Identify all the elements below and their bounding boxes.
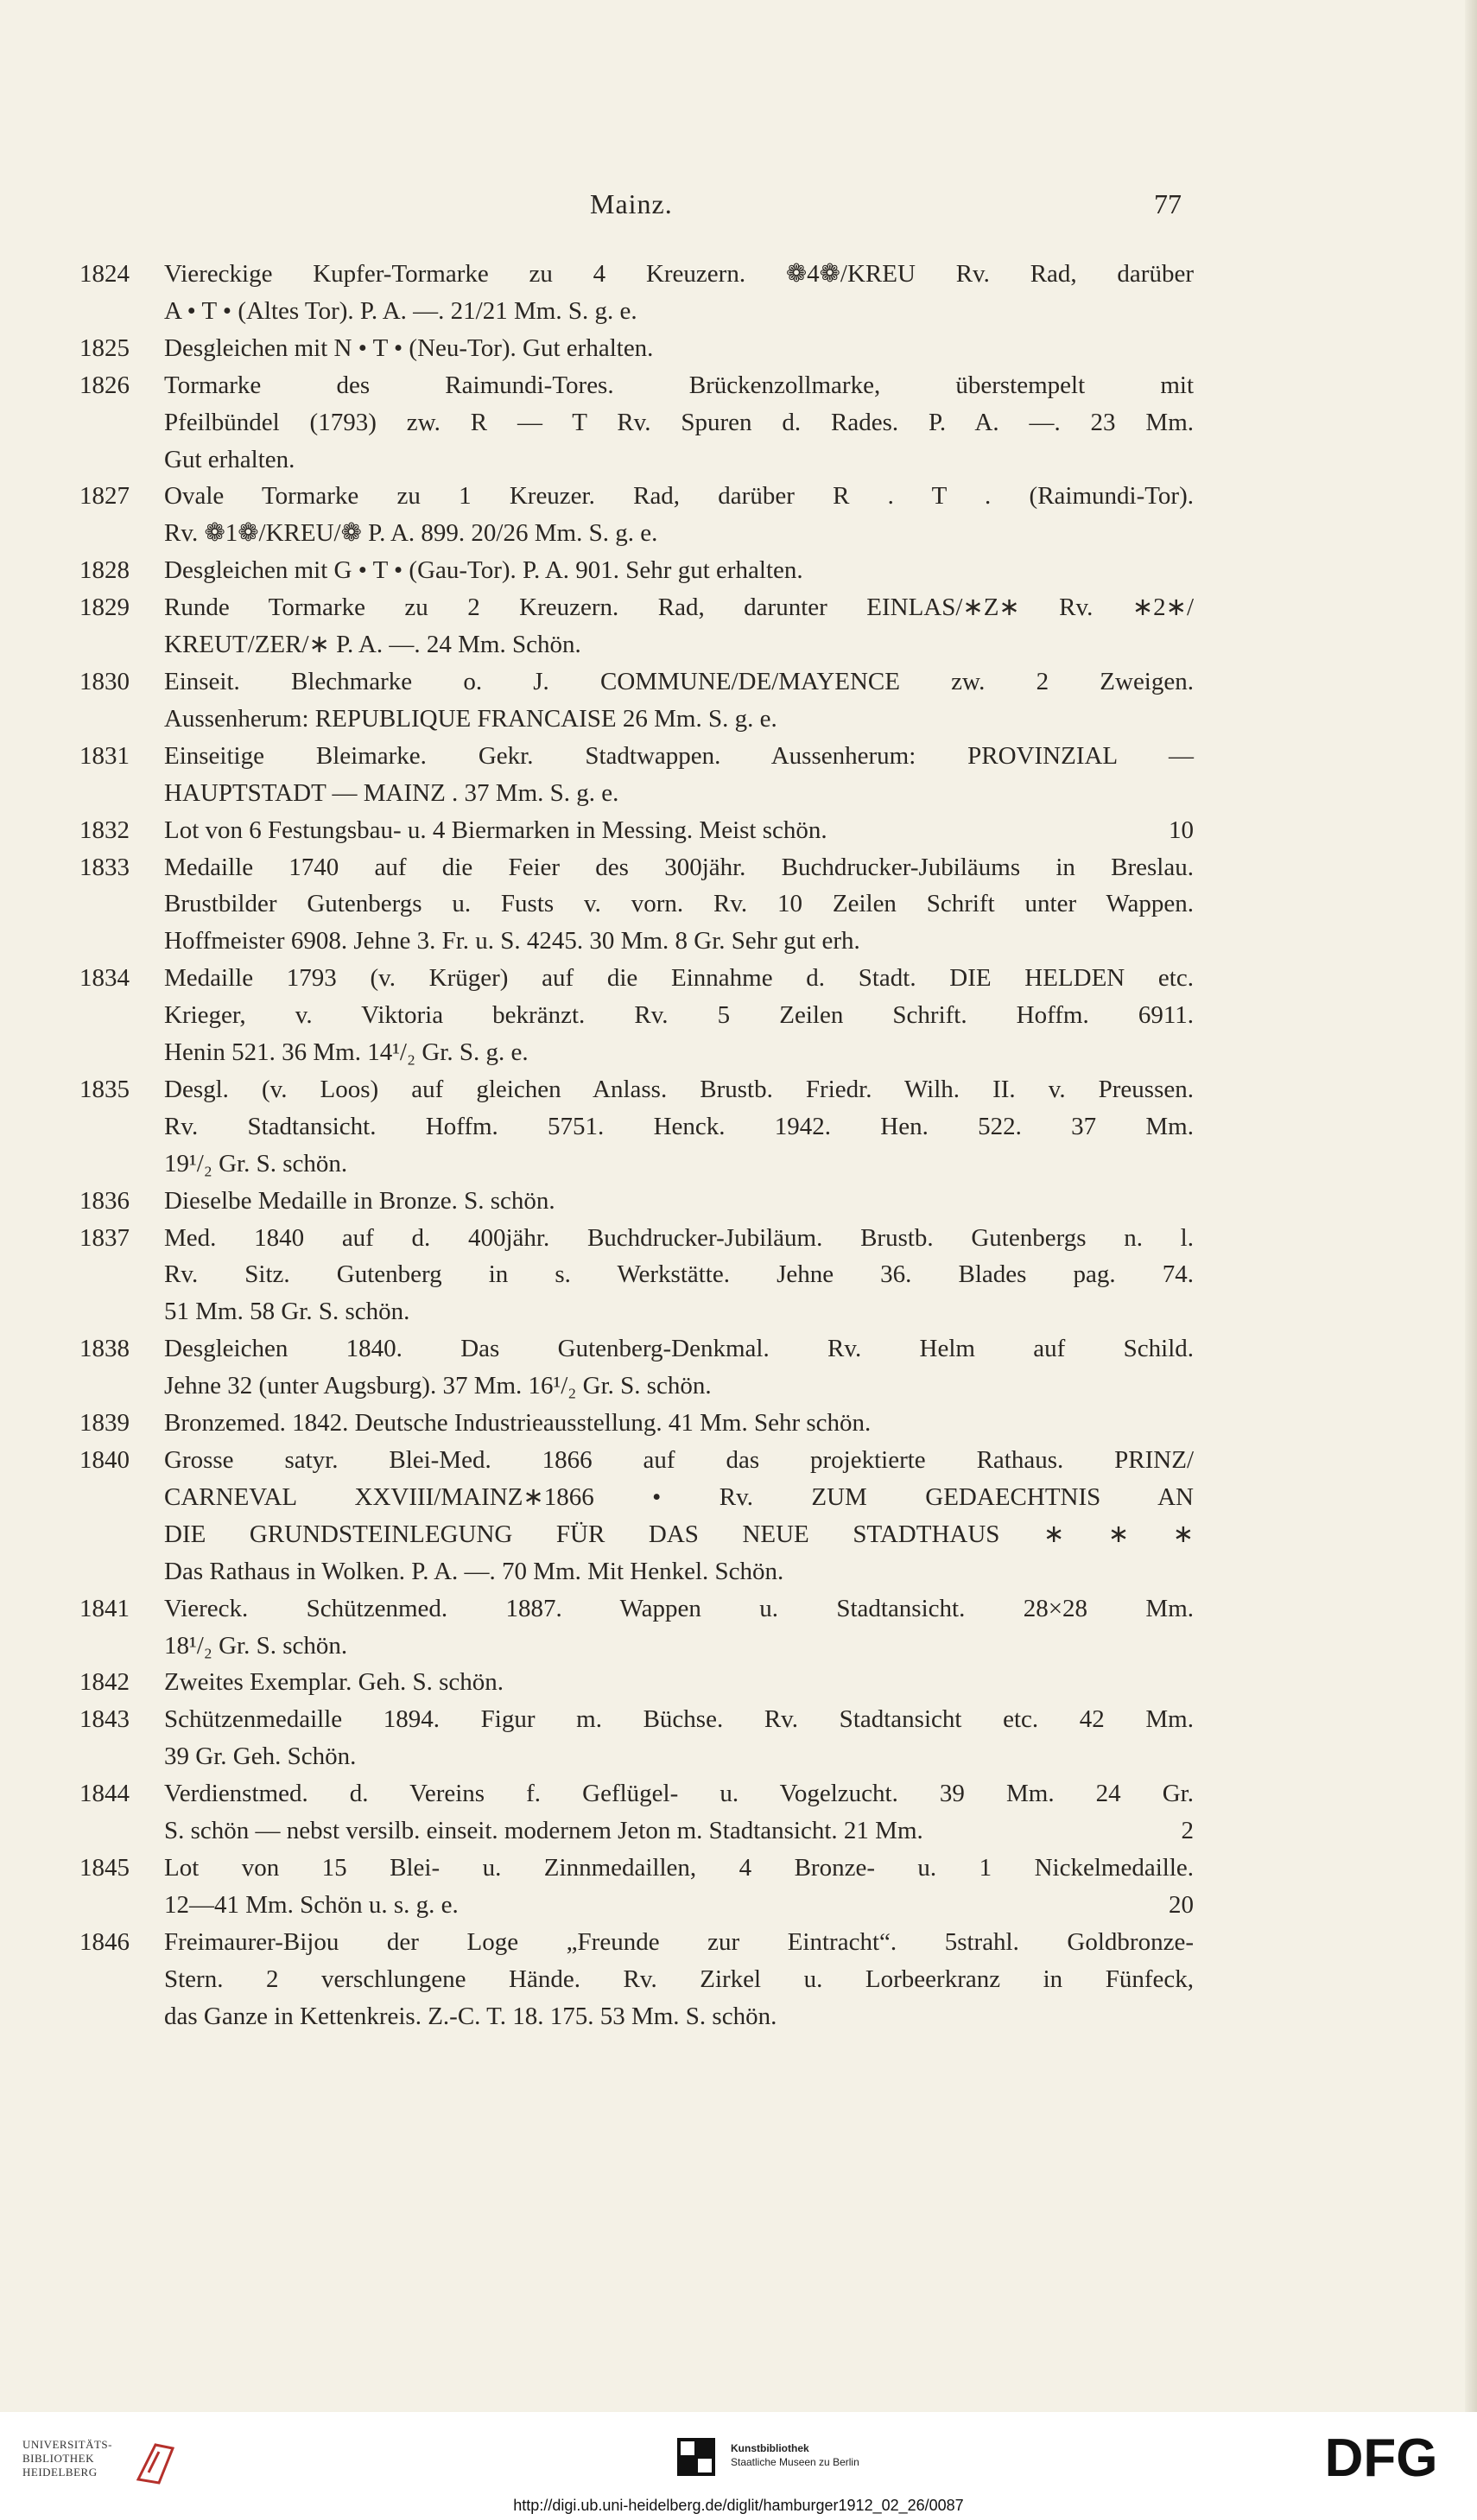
entry-line-text: Stern. 2 verschlungene Hände. Rv. Zirkel u. Lorbeerkranz in Fünfeck, [164, 1965, 1194, 1993]
entry-line [164, 478, 1194, 515]
dfg-logo-text: DFG [1324, 2428, 1438, 2488]
entry-line [164, 1479, 1194, 1516]
catalog-entry [79, 330, 1194, 367]
entry-line-text: Tormarke des Raimundi-Tores. Brückenzollmarke, überstempelt mit [164, 371, 1194, 399]
entry-text [164, 1183, 1194, 1220]
catalog-entry [79, 1442, 1194, 1590]
entry-line [164, 1108, 1194, 1146]
entry-line-text: 39 Gr. Geh. Schön. [164, 1742, 357, 1771]
entry-line [164, 552, 1194, 589]
entry-line-text: KREUT/ZER/∗ P. A. —. 24 Mm. Schön. [164, 631, 581, 659]
catalog-entry [79, 1664, 1194, 1701]
entry-line [164, 1998, 1194, 2035]
entry-number: 1836 [79, 1186, 130, 1215]
entry-number: 1835 [79, 1075, 130, 1103]
entry-number: 1833 [79, 853, 130, 881]
entry-number: 1843 [79, 1705, 130, 1734]
entry-line [164, 515, 1194, 552]
entry-line-text: Viereck. Schützenmed. 1887. Wappen u. Stadtansicht. 28×28 Mm. [164, 1594, 1194, 1622]
entry-line-text: Rv. Stadtansicht. Hoffm. 5751. Henck. 1942. Hen. 522. 37 Mm. [164, 1112, 1194, 1140]
entry-line-text: Pfeilbündel (1793) zw. R — T Rv. Spuren d. Rades. P. A. —. 23 Mm. [164, 408, 1194, 436]
entry-line-text: S. schön — nebst versilb. einseit. modernem Jeton m. Stadtansicht. 21 Mm. [164, 1817, 923, 1845]
entry-line-text: das Ganze in Kettenkreis. Z.-C. T. 18. 175. 53 Mm. S. schön. [164, 2002, 777, 2030]
entry-number: 1832 [79, 816, 130, 844]
entry-line-text: Freimaurer-Bijou der Loge „Freunde zur Eintracht“. 5strahl. Goldbronze- [164, 1927, 1194, 1956]
entry-number: 1840 [79, 1446, 130, 1474]
entry-line-text: Lot von 6 Festungsbau- u. 4 Biermarken in Messing. Meist schön. [164, 816, 827, 844]
entry-line [164, 885, 1194, 923]
entry-line [164, 626, 1194, 663]
entry-number: 1839 [79, 1409, 130, 1438]
entry-text [164, 849, 1194, 961]
entry-number: 1828 [79, 556, 130, 585]
entry-line-text: 12—41 Mm. Schön u. s. g. e. [164, 1890, 459, 1919]
entry-line-text: Aussenherum: REPUBLIQUE FRANCAISE 26 Mm. S. g. e. [164, 704, 777, 733]
entry-line-text: Medaille 1740 auf die Feier des 300jähr. Buchdrucker-Jubiläums in Breslau. [164, 853, 1194, 881]
footer-bar [0, 2412, 1477, 2520]
entry-text [164, 552, 1194, 589]
entry-text [164, 1924, 1194, 2035]
entry-line-text: Lot von 15 Blei- u. Zinnmedaillen, 4 Bronze- u. 1 Nickelmedaille. [164, 1853, 1194, 1882]
entry-line-text: Henin 521. 36 Mm. 14¹/₂ Gr. S. g. e. [164, 1038, 529, 1067]
entry-text [164, 367, 1194, 479]
entry-line [164, 441, 1194, 479]
university-logo-icon [130, 2438, 181, 2490]
entry-line [164, 663, 1194, 701]
entry-line-text: Viereckige Kupfer-Tormarke zu 4 Kreuzern. ❁4❁/KREU Rv. Rad, darüber [164, 260, 1194, 288]
page-title: Mainz. [590, 188, 673, 219]
entry-line [164, 1405, 1194, 1442]
entry-line-text: Hoffmeister 6908. Jehne 3. Fr. u. S. 4245. 30 Mm. 8 Gr. Sehr gut erh. [164, 927, 860, 955]
catalog-entry [79, 1850, 1194, 1924]
entry-text [164, 1405, 1194, 1442]
university-line: UNIVERSITÄTS- [22, 2438, 112, 2451]
entry-line [164, 701, 1194, 738]
dfg-logo [1308, 2428, 1455, 2488]
entry-line [164, 293, 1194, 330]
entry-line-text: Krieger, v. Viktoria bekränzt. Rv. 5 Zeilen Schrift. Hoffm. 6911. [164, 1001, 1194, 1030]
entry-price: 20 [1169, 1890, 1194, 1919]
entry-number: 1837 [79, 1223, 130, 1252]
entry-line [164, 1330, 1194, 1368]
entry-line [164, 1924, 1194, 1961]
entry-price: 2 [1181, 1817, 1194, 1845]
entry-text [164, 1590, 1194, 1665]
catalog-entry [79, 1590, 1194, 1665]
entry-line-text: Jehne 32 (unter Augsburg). 37 Mm. 16¹/₂ Gr. S. schön. [164, 1372, 712, 1400]
entry-text [164, 960, 1194, 1071]
entry-line-text: Med. 1840 auf d. 400jähr. Buchdrucker-Jubiläum. Brustb. Gutenbergs n. l. [164, 1223, 1194, 1252]
catalog-entry [79, 1071, 1194, 1183]
entry-number: 1824 [79, 260, 130, 288]
catalog-entry [79, 663, 1194, 738]
catalog-entry [79, 960, 1194, 1071]
entry-text [164, 1330, 1194, 1405]
entry-number: 1825 [79, 333, 130, 362]
entry-text [164, 589, 1194, 663]
entry-text [164, 1664, 1194, 1701]
catalog-entry [79, 1775, 1194, 1850]
entry-line-text: DIE GRUNDSTEINLEGUNG FÜR DAS NEUE STADTHAUS ∗ ∗ ∗ [164, 1520, 1194, 1548]
entry-text [164, 1442, 1194, 1590]
university-line: HEIDELBERG [22, 2466, 98, 2479]
entry-line [164, 1220, 1194, 1257]
entry-line [164, 1590, 1194, 1628]
entry-text [164, 1850, 1194, 1924]
entry-line-text: A • T • (Altes Tor). P. A. —. 21/21 Mm. S. g. e. [164, 296, 637, 325]
entry-line-text: Dieselbe Medaille in Bronze. S. schön. [164, 1186, 555, 1215]
entry-line-text: Rv. ❁1❁/KREU/❁ P. A. 899. 20/26 Mm. S. g. e. [164, 519, 658, 548]
entry-line [164, 1628, 1194, 1665]
catalog-entry [79, 367, 1194, 479]
catalog-entry [79, 478, 1194, 552]
entry-number: 1834 [79, 964, 130, 993]
entry-line-text: Rv. Sitz. Gutenberg in s. Werkstätte. Jehne 36. Blades pag. 74. [164, 1260, 1194, 1289]
entry-line [164, 1034, 1194, 1071]
kunstbibliothek-logo-icon [677, 2438, 715, 2476]
entry-line-text: Desgleichen 1840. Das Gutenberg-Denkmal. Rv. Helm auf Schild. [164, 1335, 1194, 1363]
catalog-entry [79, 1701, 1194, 1775]
entry-line-text: Einseitige Bleimarke. Gekr. Stadtwappen. Aussenherum: PROVINZIAL — [164, 741, 1194, 770]
kunstbibliothek-subtitle: Staatliche Museen zu Berlin [731, 2456, 859, 2468]
entry-line [164, 1256, 1194, 1293]
entry-text [164, 738, 1194, 812]
entry-line [164, 1146, 1194, 1183]
entry-line [164, 1442, 1194, 1479]
university-line: BIBLIOTHEK [22, 2452, 94, 2465]
kunstbibliothek-label [731, 2441, 859, 2469]
entry-text [164, 1220, 1194, 1331]
entry-line [164, 1850, 1194, 1887]
entry-line-text: Desgl. (v. Loos) auf gleichen Anlass. Brustb. Friedr. Wilh. II. v. Preussen. [164, 1075, 1194, 1103]
entry-line [164, 330, 1194, 367]
entry-number: 1845 [79, 1853, 130, 1882]
catalog-entry [79, 849, 1194, 961]
entry-line [164, 1516, 1194, 1553]
catalog-entry [79, 1183, 1194, 1220]
entry-line-text: Brustbilder Gutenbergs u. Fusts v. vorn. Rv. 10 Zeilen Schrift unter Wappen. [164, 890, 1194, 918]
entry-line [164, 1293, 1194, 1330]
entry-line [164, 923, 1194, 960]
entry-number: 1846 [79, 1927, 130, 1956]
entry-line-text: 19¹/₂ Gr. S. schön. [164, 1149, 348, 1177]
page-number: 77 [1154, 188, 1182, 219]
entry-text [164, 478, 1194, 552]
entry-line [164, 589, 1194, 626]
entry-line-text: Einseit. Blechmarke o. J. COMMUNE/DE/MAYENCE zw. 2 Zweigen. [164, 667, 1194, 695]
catalog-entry [79, 1220, 1194, 1331]
entry-line [164, 367, 1194, 404]
entry-line [164, 775, 1194, 812]
catalog-entry [79, 552, 1194, 589]
entry-line-text: Runde Tormarke zu 2 Kreuzern. Rad, darunter EINLAS/∗Z∗ Rv. ∗2∗/ [164, 594, 1194, 622]
entry-text [164, 812, 1194, 849]
entry-line [164, 738, 1194, 775]
catalog-entry [79, 1924, 1194, 2035]
entry-line-text: Das Rathaus in Wolken. P. A. —. 70 Mm. Mit Henkel. Schön. [164, 1557, 784, 1585]
source-url[interactable]: http://digi.ub.uni-heidelberg.de/diglit/hamburger1912_02_26/0087 [513, 2497, 964, 2514]
entry-line [164, 1368, 1194, 1405]
catalog-entry [79, 589, 1194, 663]
catalog-entry [79, 1330, 1194, 1405]
entry-line-text: CARNEVAL XXVIII/MAINZ∗1866 • Rv. ZUM GEDAECHTNIS AN [164, 1482, 1194, 1511]
entry-line [164, 1887, 1194, 1924]
entry-line-text: Bronzemed. 1842. Deutsche Industrieausstellung. 41 Mm. Sehr schön. [164, 1409, 872, 1438]
entry-text [164, 256, 1194, 330]
entry-line [164, 404, 1194, 441]
entry-line-text: 18¹/₂ Gr. S. schön. [164, 1631, 348, 1660]
entry-text [164, 663, 1194, 738]
entry-line [164, 1553, 1194, 1590]
entry-line [164, 1961, 1194, 1998]
entry-line [164, 1071, 1194, 1108]
catalog-entry [79, 738, 1194, 812]
catalog-entries [79, 256, 1194, 2035]
entry-number: 1841 [79, 1594, 130, 1622]
entry-text [164, 1071, 1194, 1183]
entry-number: 1831 [79, 741, 130, 770]
entry-line-text: Verdienstmed. d. Vereins f. Geflügel- u. Vogelzucht. 39 Mm. 24 Gr. [164, 1780, 1194, 1808]
entry-line [164, 812, 1194, 849]
entry-line-text: Medaille 1793 (v. Krüger) auf die Einnahme d. Stadt. DIE HELDEN etc. [164, 964, 1194, 993]
entry-number: 1844 [79, 1780, 130, 1808]
entry-price: 10 [1169, 816, 1194, 844]
catalog-entry [79, 1405, 1194, 1442]
entry-line [164, 960, 1194, 997]
entry-line [164, 997, 1194, 1034]
entry-line-text: Gut erhalten. [164, 445, 295, 473]
entry-line [164, 1738, 1194, 1775]
entry-number: 1838 [79, 1335, 130, 1363]
entry-number: 1826 [79, 371, 130, 399]
entry-line [164, 1775, 1194, 1812]
entry-line-text: HAUPTSTADT — MAINZ . 37 Mm. S. g. e. [164, 778, 619, 807]
entry-text [164, 1701, 1194, 1775]
page-edge-shadow [1465, 0, 1477, 2412]
entry-text [164, 1775, 1194, 1850]
entry-line [164, 849, 1194, 886]
entry-line [164, 256, 1194, 293]
entry-number: 1830 [79, 667, 130, 695]
entry-line-text: Grosse satyr. Blei-Med. 1866 auf das projektierte Rathaus. PRINZ/ [164, 1446, 1194, 1474]
entry-number: 1827 [79, 482, 130, 511]
entry-line [164, 1812, 1194, 1850]
entry-line-text: Schützenmedaille 1894. Figur m. Büchse. Rv. Stadtansicht etc. 42 Mm. [164, 1705, 1194, 1734]
entry-number: 1829 [79, 594, 130, 622]
entry-line-text: Ovale Tormarke zu 1 Kreuzer. Rad, darüber R . T . (Raimundi-Tor). [164, 482, 1194, 511]
entry-line [164, 1701, 1194, 1738]
catalog-entry [79, 812, 1194, 849]
entry-line-text: Zweites Exemplar. Geh. S. schön. [164, 1668, 504, 1697]
catalog-entry [79, 256, 1194, 330]
entry-line [164, 1664, 1194, 1701]
entry-line-text: Desgleichen mit N • T • (Neu-Tor). Gut erhalten. [164, 333, 654, 362]
entry-line [164, 1183, 1194, 1220]
entry-text [164, 330, 1194, 367]
entry-line-text: 51 Mm. 58 Gr. S. schön. [164, 1298, 410, 1326]
running-head [0, 188, 1477, 223]
entry-line-text: Desgleichen mit G • T • (Gau-Tor). P. A. 901. Sehr gut erhalten. [164, 556, 803, 585]
entry-number: 1842 [79, 1668, 130, 1697]
kunstbibliothek-name: Kunstbibliothek [731, 2442, 809, 2454]
